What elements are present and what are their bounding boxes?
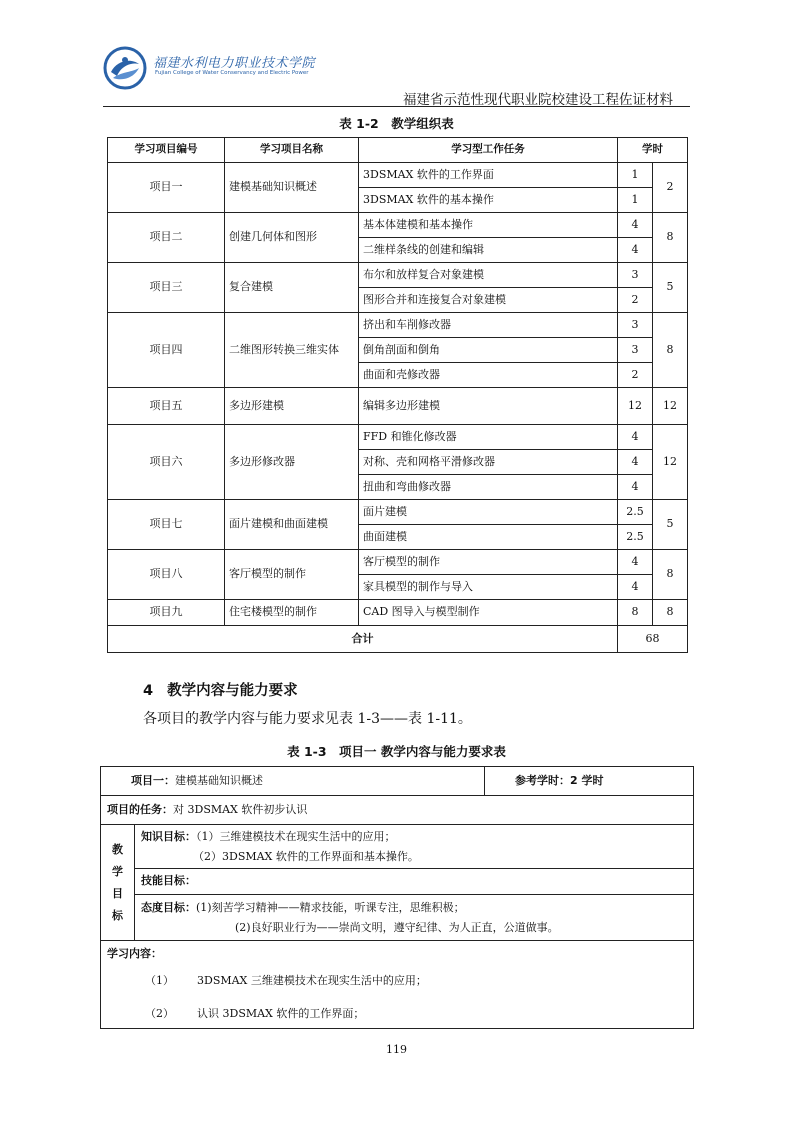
table-row xyxy=(108,163,688,188)
task-hours-cell: 2.5 xyxy=(618,500,653,525)
page-number: 119 xyxy=(386,1043,407,1056)
work-task-cell: FFD 和锥化修改器 xyxy=(359,425,618,450)
task-hours-cell: 3 xyxy=(618,338,653,363)
task-hours-cell: 4 xyxy=(618,213,653,238)
content-requirements-table xyxy=(100,766,694,1029)
reference-hours: 参考学时：2 学时 xyxy=(485,767,694,796)
task-hours-cell: 4 xyxy=(618,550,653,575)
attitude-label: 态度目标： xyxy=(141,900,196,914)
project-total-hours-cell: 8 xyxy=(653,550,688,600)
section-title: 教学内容与能力要求 xyxy=(167,683,298,699)
work-task-cell: 3DSMAX 软件的工作界面 xyxy=(359,163,618,188)
work-task-cell: 倒角剖面和倒角 xyxy=(359,338,618,363)
table-row xyxy=(108,213,688,238)
work-task-cell: 面片建模 xyxy=(359,500,618,525)
project-row xyxy=(101,767,694,796)
section-heading xyxy=(143,679,298,700)
task-hours-cell: 2.5 xyxy=(618,525,653,550)
knowledge-item-1: （1）三维建模技术在现实生活中的应用； xyxy=(196,829,396,843)
project-id-cell: 项目九 xyxy=(108,600,225,626)
attitude-goals xyxy=(135,895,694,941)
attitude-item-2: (2)良好职业行为——崇尚文明，遵守纪律、为人正直，公道做事。 xyxy=(235,920,559,934)
content-item: （2） 认识 3DSMAX 软件的工作界面； xyxy=(145,1007,365,1020)
content-label: 学习内容： xyxy=(107,947,162,960)
header-hours: 学时 xyxy=(618,138,688,163)
task-hours-cell: 3 xyxy=(618,313,653,338)
table-row xyxy=(108,600,688,626)
work-task-cell: 编辑多边形建模 xyxy=(359,388,618,425)
work-task-cell: 对称、壳和网格平滑修改器 xyxy=(359,450,618,475)
knowledge-label: 知识目标： xyxy=(141,829,196,843)
project-name-cell: 住宅楼模型的制作 xyxy=(225,600,359,626)
task-cell xyxy=(101,796,694,825)
project-total-hours-cell: 8 xyxy=(653,213,688,263)
skill-label: 技能目标： xyxy=(135,869,694,895)
project-name-cell: 客厅模型的制作 xyxy=(225,550,359,600)
work-task-cell: 挤出和车削修改器 xyxy=(359,313,618,338)
task-hours-cell: 2 xyxy=(618,363,653,388)
teaching-goal-label: 教 学 目 标 xyxy=(101,825,135,941)
project-name-cell: 面片建模和曲面建模 xyxy=(225,500,359,550)
task-value: 对 3DSMAX 软件初步认识 xyxy=(173,802,308,816)
project-total-hours-cell: 5 xyxy=(653,500,688,550)
work-task-cell: 布尔和放样复合对象建模 xyxy=(359,263,618,288)
work-task-cell: 3DSMAX 软件的基本操作 xyxy=(359,188,618,213)
project-name-cell: 多边形建模 xyxy=(225,388,359,425)
total-value: 68 xyxy=(618,626,688,653)
total-row xyxy=(108,626,688,653)
table-row xyxy=(108,425,688,450)
header-divider xyxy=(103,106,690,107)
work-task-cell: 曲面建模 xyxy=(359,525,618,550)
teaching-organization-table xyxy=(107,137,688,653)
project-id-cell: 项目四 xyxy=(108,313,225,388)
logo-english-text: Fujian College of Water Conservancy and Electric Power xyxy=(155,70,309,76)
table-2-caption: 表 1-3 项目一 教学内容与能力要求表 xyxy=(287,744,506,759)
knowledge-goals xyxy=(135,825,694,869)
project-cell xyxy=(101,767,485,796)
document-header-title: 福建省示范性现代职业院校建设工程佐证材料 xyxy=(403,92,673,108)
college-logo xyxy=(103,44,316,98)
project-total-hours-cell: 12 xyxy=(653,388,688,425)
section-number: 4 xyxy=(143,683,154,699)
content-item: （1） 3DSMAX 三维建模技术在现实生活中的应用； xyxy=(145,974,427,987)
table-row xyxy=(108,388,688,425)
attitude-row xyxy=(101,895,694,941)
task-hours-cell: 4 xyxy=(618,475,653,500)
attitude-item-1: (1)刻苦学习精神——精求技能，听课专注，思维积极； xyxy=(196,900,465,914)
knowledge-item-2: （2）3DSMAX 软件的工作界面和基本操作。 xyxy=(193,849,419,863)
project-id-cell: 项目六 xyxy=(108,425,225,500)
table-row xyxy=(108,500,688,525)
project-name-cell: 二维图形转换三维实体 xyxy=(225,313,359,388)
table-row xyxy=(108,263,688,288)
task-hours-cell: 4 xyxy=(618,238,653,263)
table-row xyxy=(108,550,688,575)
work-task-cell: 基本体建模和基本操作 xyxy=(359,213,618,238)
work-task-cell: CAD 图导入与模型制作 xyxy=(359,600,618,626)
task-hours-cell: 1 xyxy=(618,163,653,188)
work-task-cell: 客厅模型的制作 xyxy=(359,550,618,575)
project-value: 建模基础知识概述 xyxy=(175,773,263,787)
project-total-hours-cell: 12 xyxy=(653,425,688,500)
task-row xyxy=(101,796,694,825)
skill-row xyxy=(101,869,694,895)
logo-chinese-text: 福建水利电力职业技术学院 xyxy=(153,56,316,71)
task-hours-cell: 3 xyxy=(618,263,653,288)
project-total-hours-cell: 2 xyxy=(653,163,688,213)
project-id-cell: 项目八 xyxy=(108,550,225,600)
project-name-cell: 创建几何体和图形 xyxy=(225,213,359,263)
work-task-cell: 二维样条线的创建和编辑 xyxy=(359,238,618,263)
knowledge-row xyxy=(101,825,694,869)
work-task-cell: 家具模型的制作与导入 xyxy=(359,575,618,600)
work-task-cell: 扭曲和弯曲修改器 xyxy=(359,475,618,500)
header-work-task: 学习型工作任务 xyxy=(359,138,618,163)
project-total-hours-cell: 5 xyxy=(653,263,688,313)
task-hours-cell: 2 xyxy=(618,288,653,313)
project-name-cell: 复合建模 xyxy=(225,263,359,313)
header-project-id: 学习项目编号 xyxy=(108,138,225,163)
work-task-cell: 图形合并和连接复合对象建模 xyxy=(359,288,618,313)
table-row xyxy=(108,313,688,338)
task-hours-cell: 1 xyxy=(618,188,653,213)
table-1-caption: 表 1-2 教学组织表 xyxy=(339,116,454,131)
intro-paragraph: 各项目的教学内容与能力要求见表 1-3——表 1-11。 xyxy=(143,711,472,727)
work-task-cell: 曲面和壳修改器 xyxy=(359,363,618,388)
task-hours-cell: 4 xyxy=(618,450,653,475)
project-name-cell: 多边形修改器 xyxy=(225,425,359,500)
task-hours-cell: 4 xyxy=(618,575,653,600)
total-label: 合计 xyxy=(108,626,618,653)
project-id-cell: 项目三 xyxy=(108,263,225,313)
logo-emblem-icon xyxy=(103,46,147,90)
project-label: 项目一： xyxy=(131,773,175,787)
project-id-cell: 项目七 xyxy=(108,500,225,550)
content-row xyxy=(101,941,694,1029)
project-name-cell: 建模基础知识概述 xyxy=(225,163,359,213)
header-project-name: 学习项目名称 xyxy=(225,138,359,163)
project-id-cell: 项目一 xyxy=(108,163,225,213)
project-id-cell: 项目二 xyxy=(108,213,225,263)
task-hours-cell: 4 xyxy=(618,425,653,450)
project-total-hours-cell: 8 xyxy=(653,313,688,388)
learning-content xyxy=(101,941,694,1029)
task-label: 项目的任务： xyxy=(107,802,173,816)
project-total-hours-cell: 8 xyxy=(653,600,688,626)
project-id-cell: 项目五 xyxy=(108,388,225,425)
task-hours-cell: 12 xyxy=(618,388,653,425)
task-hours-cell: 8 xyxy=(618,600,653,626)
table-header-row xyxy=(108,138,688,163)
